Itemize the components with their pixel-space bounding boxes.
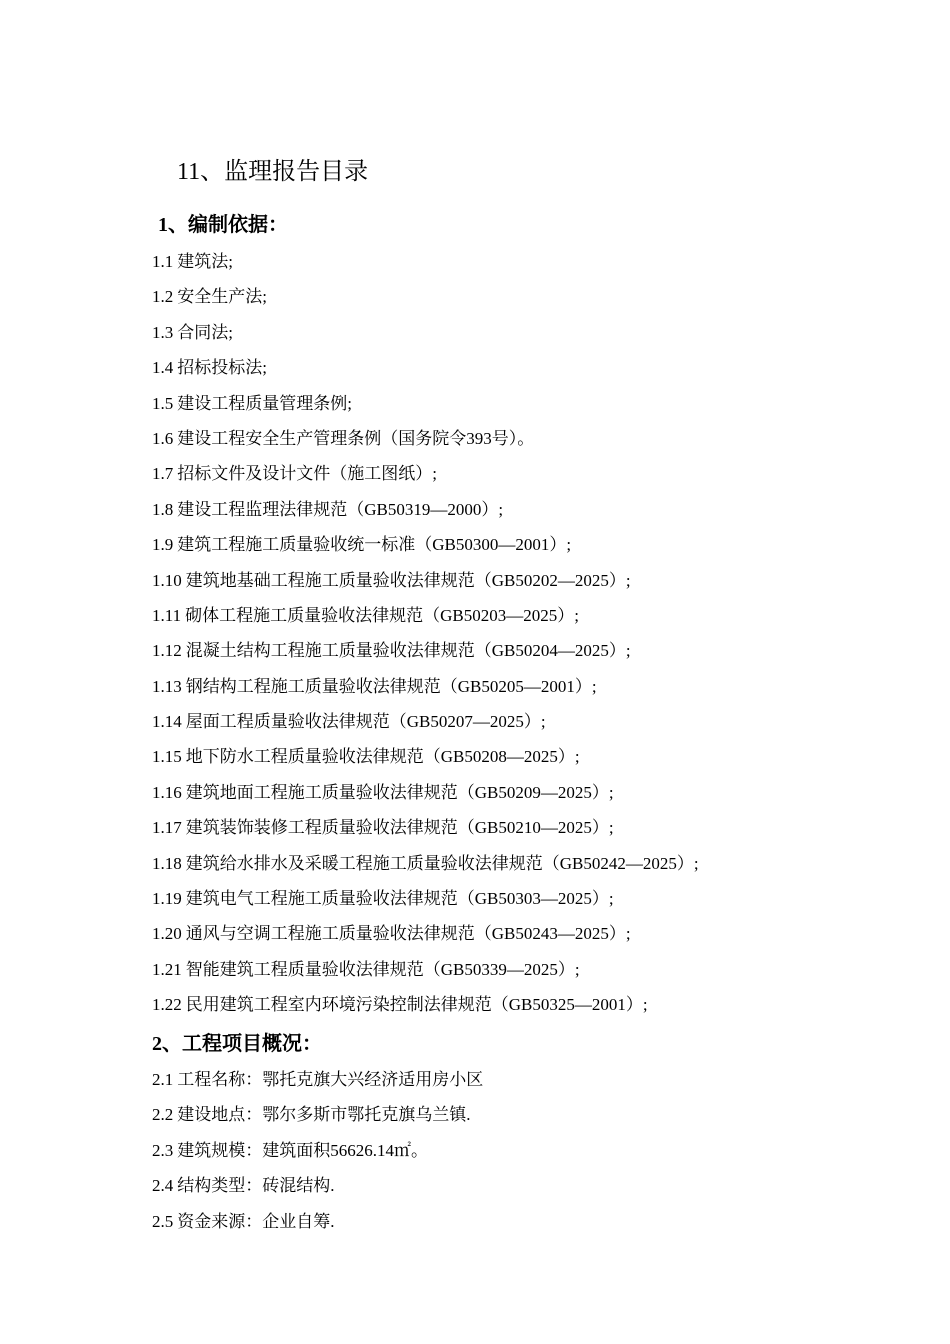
list-item	[152, 456, 699, 491]
item-text: 建筑地面工程施工质量验收法律规范（GB50209—2025）;	[185, 782, 614, 802]
item-number: 1.4	[152, 358, 174, 378]
list-item	[152, 987, 699, 1022]
item-text: 建设工程质量管理条例;	[177, 393, 352, 413]
item-number: 1.15	[152, 747, 182, 767]
basis-list	[152, 244, 699, 1023]
list-item	[152, 1133, 483, 1168]
item-text: 资金来源：企业自筹.	[177, 1211, 335, 1231]
item-text: 建设工程安全生产管理条例（国务院令393号）。	[177, 428, 535, 448]
item-text: 建筑地基础工程施工质量验收法律规范（GB50202—2025）;	[185, 570, 631, 590]
item-text: 智能建筑工程质量验收法律规范（GB50339—2025）;	[185, 959, 580, 979]
item-text: 结构类型：砖混结构.	[177, 1176, 335, 1196]
item-number: 1.18	[152, 853, 182, 873]
list-item	[152, 279, 699, 314]
list-item	[152, 633, 699, 668]
list-item	[152, 881, 699, 916]
item-number: 1.9	[152, 535, 174, 555]
item-text: 混凝土结构工程施工质量验收法律规范（GB50204—2025）;	[185, 641, 631, 661]
item-number: 1.19	[152, 889, 182, 909]
item-text: 钢结构工程施工质量验收法律规范（GB50205—2001）;	[185, 676, 597, 696]
list-item	[152, 563, 699, 598]
section-heading-overview: 2、工程项目概况：	[152, 1033, 322, 1055]
list-item	[152, 1062, 483, 1097]
list-item	[152, 775, 699, 810]
list-item	[152, 386, 699, 421]
item-text: 建设工程监理法律规范（GB50319—2000）;	[177, 499, 504, 519]
list-item	[152, 846, 699, 881]
item-number: 1.11	[152, 605, 182, 625]
item-number: 1.14	[152, 712, 182, 732]
overview-list	[152, 1062, 483, 1239]
list-item	[152, 527, 699, 562]
list-item	[152, 916, 699, 951]
item-number: 1.8	[152, 499, 174, 519]
item-number: 1.17	[152, 818, 182, 838]
item-number: 1.20	[152, 924, 182, 944]
item-text: 地下防水工程质量验收法律规范（GB50208—2025）;	[185, 747, 580, 767]
item-text: 合同法;	[177, 322, 233, 342]
item-text: 招标文件及设计文件（施工图纸）;	[177, 464, 437, 484]
list-item	[152, 1097, 483, 1132]
section-heading-basis: 1、编制依据：	[158, 214, 288, 236]
item-number: 1.12	[152, 641, 182, 661]
item-number: 1.5	[152, 393, 174, 413]
list-item	[152, 1168, 483, 1203]
list-item	[152, 350, 699, 385]
item-text: 砌体工程施工质量验收法律规范（GB50203—2025）;	[185, 605, 579, 625]
item-number: 1.16	[152, 782, 182, 802]
list-item	[152, 739, 699, 774]
item-text: 屋面工程质量验收法律规范（GB50207—2025）;	[185, 712, 546, 732]
item-text: 建设地点：鄂尔多斯市鄂托克旗乌兰镇.	[177, 1105, 471, 1125]
item-text: 建筑法;	[177, 252, 233, 271]
list-item	[152, 244, 699, 279]
item-number: 1.1	[152, 252, 174, 271]
item-text: 建筑规模：建筑面积56626.14㎡。	[177, 1140, 428, 1160]
list-item	[152, 952, 699, 987]
item-text: 工程名称：鄂托克旗大兴经济适用房小区	[177, 1070, 484, 1089]
item-text: 建筑给水排水及采暖工程施工质量验收法律规范（GB50242—2025）;	[185, 853, 699, 873]
item-number: 2.2	[152, 1105, 174, 1125]
item-number: 1.3	[152, 322, 174, 342]
list-item	[152, 669, 699, 704]
item-number: 1.10	[152, 570, 182, 590]
item-number: 2.4	[152, 1176, 174, 1196]
list-item	[152, 1204, 483, 1239]
list-item	[152, 704, 699, 739]
item-number: 1.22	[152, 995, 182, 1015]
list-item	[152, 810, 699, 845]
list-item	[152, 492, 699, 527]
list-item	[152, 598, 699, 633]
list-item	[152, 315, 699, 350]
list-item	[152, 421, 699, 456]
item-text: 招标投标法;	[177, 358, 267, 378]
item-number: 2.3	[152, 1140, 174, 1160]
item-number: 1.13	[152, 676, 182, 696]
item-text: 通风与空调工程施工质量验收法律规范（GB50243—2025）;	[185, 924, 631, 944]
item-text: 建筑装饰装修工程质量验收法律规范（GB50210—2025）;	[185, 818, 614, 838]
item-text: 建筑工程施工质量验收统一标准（GB50300—2001）;	[177, 535, 572, 555]
document-title: 11、监理报告目录	[177, 159, 369, 185]
item-number: 2.5	[152, 1211, 174, 1231]
item-text: 安全生产法;	[177, 287, 267, 307]
item-number: 1.2	[152, 287, 174, 307]
item-number: 1.21	[152, 959, 182, 979]
item-number: 1.7	[152, 464, 174, 484]
item-number: 2.1	[152, 1070, 174, 1089]
item-text: 建筑电气工程施工质量验收法律规范（GB50303—2025）;	[185, 889, 614, 909]
item-text: 民用建筑工程室内环境污染控制法律规范（GB50325—2001）;	[185, 995, 648, 1015]
item-number: 1.6	[152, 428, 174, 448]
